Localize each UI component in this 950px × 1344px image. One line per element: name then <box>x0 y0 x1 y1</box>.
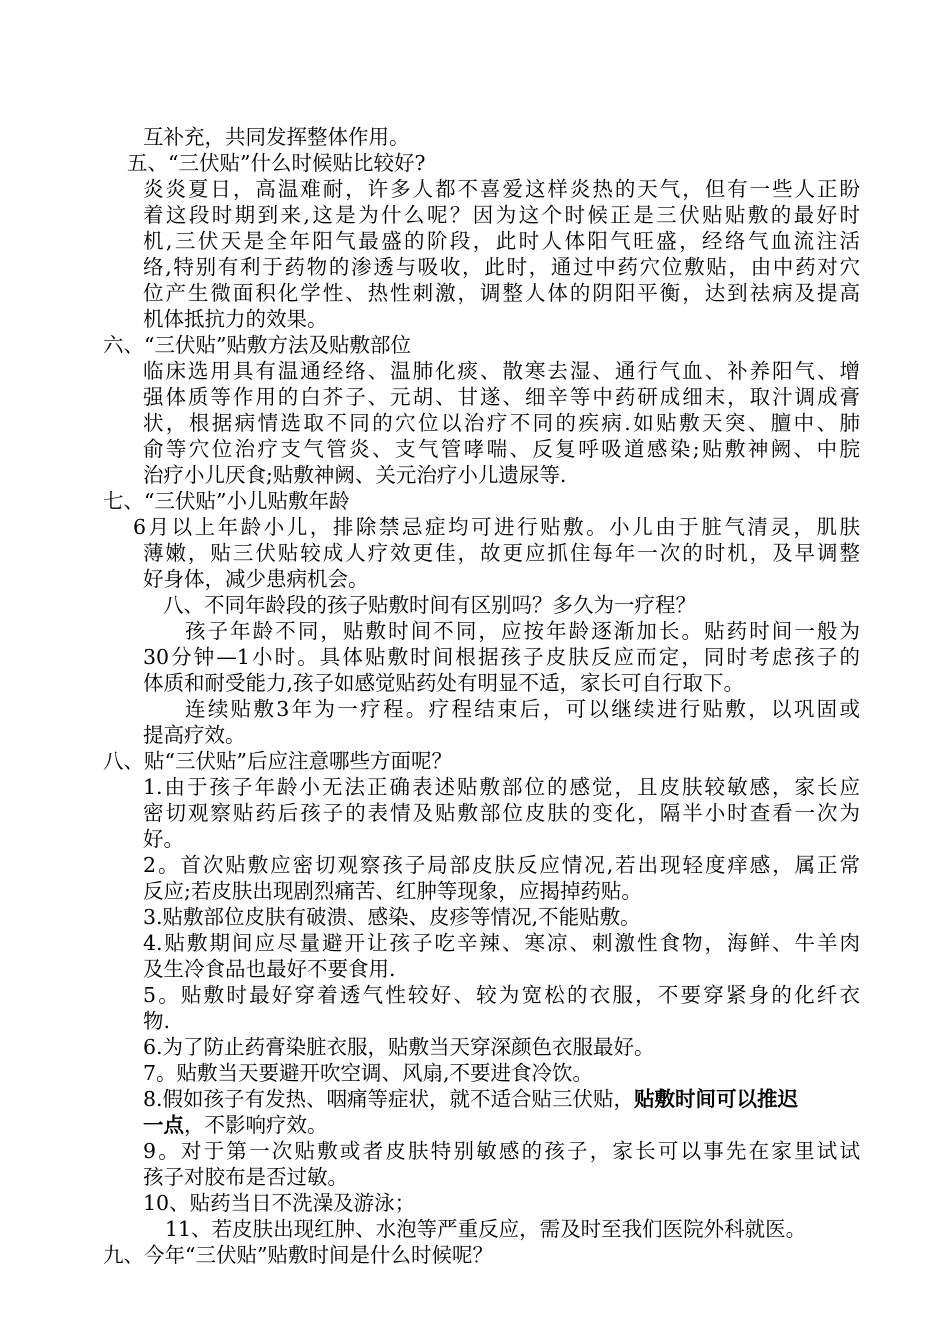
text-line: 状，根据病情选取不同的穴位以治疗不同的疾病.如贴敷天突、膻中、肺 <box>143 411 860 435</box>
list-item: 7。贴敷当天要避开吹空调、风扇,不要进食冷饮。 <box>143 1061 594 1085</box>
list-item: 11、若皮肤出现红肿、水泡等严重反应，需及时至我们医院外科就医。 <box>165 1217 807 1241</box>
list-item: 1.由于孩子年龄小无法正确表述贴敷部位的感觉，且皮肤较敏感，家长应 <box>143 775 860 799</box>
section-heading-7: 七、“三伏贴”小儿贴敷年龄 <box>103 489 350 513</box>
list-item: 6.为了防止药膏染脏衣服，贴敷当天穿深颜色衣服最好。 <box>143 1035 655 1059</box>
text-line: 治疗小儿厌食;贴敷神阙、关元治疗小儿遗尿等. <box>143 463 567 487</box>
text-line: 机,三伏天是全年阳气最盛的阶段，此时人体阳气旺盛，经络气血流注活 <box>143 229 860 253</box>
text-line: 物. <box>143 1009 171 1033</box>
text-line: 孩子年龄不同，贴敷时间不同，应按年龄逐渐加长。贴药时间一般为 <box>185 619 860 643</box>
text-line: 30分钟—1小时。具体贴敷时间根据孩子皮肤反应而定，同时考虑孩子的 <box>143 645 860 669</box>
text-line: 着这段时期到来,这是为什么呢？因为这个时候正是三伏贴贴敷的最好时 <box>143 203 860 227</box>
list-item: 5。贴敷时最好穿着透气性较好、较为宽松的衣服，不要穿紧身的化纤衣 <box>143 983 860 1007</box>
section-heading-8a: 八、不同年龄段的孩子贴敷时间有区别吗？多久为一疗程？ <box>163 593 696 617</box>
text-line: 炎炎夏日，高温难耐，许多人都不喜爱这样炎热的天气，但有一些人正盼 <box>143 177 860 201</box>
text-line: 6月以上年龄小儿，排除禁忌症均可进行贴敷。小儿由于脏气清灵，肌肤 <box>133 515 860 539</box>
list-item: 4.贴敷期间应尽量避开让孩子吃辛辣、寒凉、刺激性食物，海鲜、牛羊肉 <box>143 931 860 955</box>
text-line: 好。 <box>143 827 184 851</box>
list-item: 3.贴敷部位皮肤有破溃、感染、皮疹等情况,不能贴敷。 <box>143 905 641 929</box>
text-line: 及生冷食品也最好不要食用. <box>143 957 396 981</box>
text-line: 反应;若皮肤出现剧烈痛苦、红肿等现象，应揭掉药贴。 <box>143 879 642 903</box>
section-heading-8b: 八、贴“三伏贴”后应注意哪些方面呢？ <box>103 749 452 773</box>
text-line: 提高疗效。 <box>143 723 246 747</box>
text-line: 孩子对胶布是否过敏。 <box>143 1165 348 1189</box>
text-line: 临床选用具有温通经络、温肺化痰、散寒去湿、通行气血、补养阳气、增 <box>143 359 860 383</box>
list-item: 10、贴药当日不洗澡及游泳； <box>143 1191 416 1215</box>
text-line: 位产生微面积化学性、热性刺激，调整人体的阴阳平衡，达到祛病及提高 <box>143 281 860 305</box>
text-line: 好身体，减少患病机会。 <box>143 567 369 591</box>
list-item: 2。首次贴敷应密切观察孩子局部皮肤反应情况,若出现轻度痒感，属正常 <box>143 853 860 877</box>
text-line: 络,特别有利于药物的渗透与吸收，此时，通过中药穴位敷贴，由中药对穴 <box>143 255 860 279</box>
section-heading-9: 九、今年“三伏贴”贴敷时间是什么时候呢？ <box>103 1243 493 1267</box>
bold-text: 贴敷时间可以推迟 <box>634 1087 799 1111</box>
text-line: 俞等穴位治疗支气管炎、支气管哮喘、反复呼吸道感染;贴敷神阙、中脘 <box>143 437 860 461</box>
text-line <box>143 1112 328 1138</box>
text-line: 薄嫩，贴三伏贴较成人疗效更佳，故更应抓住每年一次的时机，及早调整 <box>143 541 860 565</box>
text-line: 互补充，共同发挥整体作用。 <box>143 125 410 149</box>
bold-text: 一点 <box>143 1113 184 1137</box>
list-item <box>143 1086 798 1112</box>
text-line: 连续贴敷3年为一疗程。疗程结束后，可以继续进行贴敷，以巩固或 <box>185 697 860 721</box>
text-segment: ，不影响疗效。 <box>184 1113 328 1137</box>
text-segment: 8.假如孩子有发热、咽痛等症状，就不适合贴三伏贴， <box>143 1087 635 1111</box>
list-item: 9。对于第一次贴敷或者皮肤特别敏感的孩子，家长可以事先在家里试试 <box>143 1139 860 1163</box>
section-heading-5: 五、“三伏贴”什么时候贴比较好? <box>127 151 426 175</box>
text-line: 密切观察贴药后孩子的表情及贴敷部位皮肤的变化，隔半小时查看一次为 <box>143 801 860 825</box>
text-line: 体质和耐受能力,孩子如感觉贴药处有明显不适，家长可自行取下。 <box>143 671 745 695</box>
section-heading-6: 六、“三伏贴”贴敷方法及贴敷部位 <box>103 333 411 357</box>
text-line: 机体抵抗力的效果。 <box>143 307 328 331</box>
text-line: 强体质等作用的白芥子、元胡、甘遂、细辛等中药研成细末，取汁调成膏 <box>143 385 860 409</box>
